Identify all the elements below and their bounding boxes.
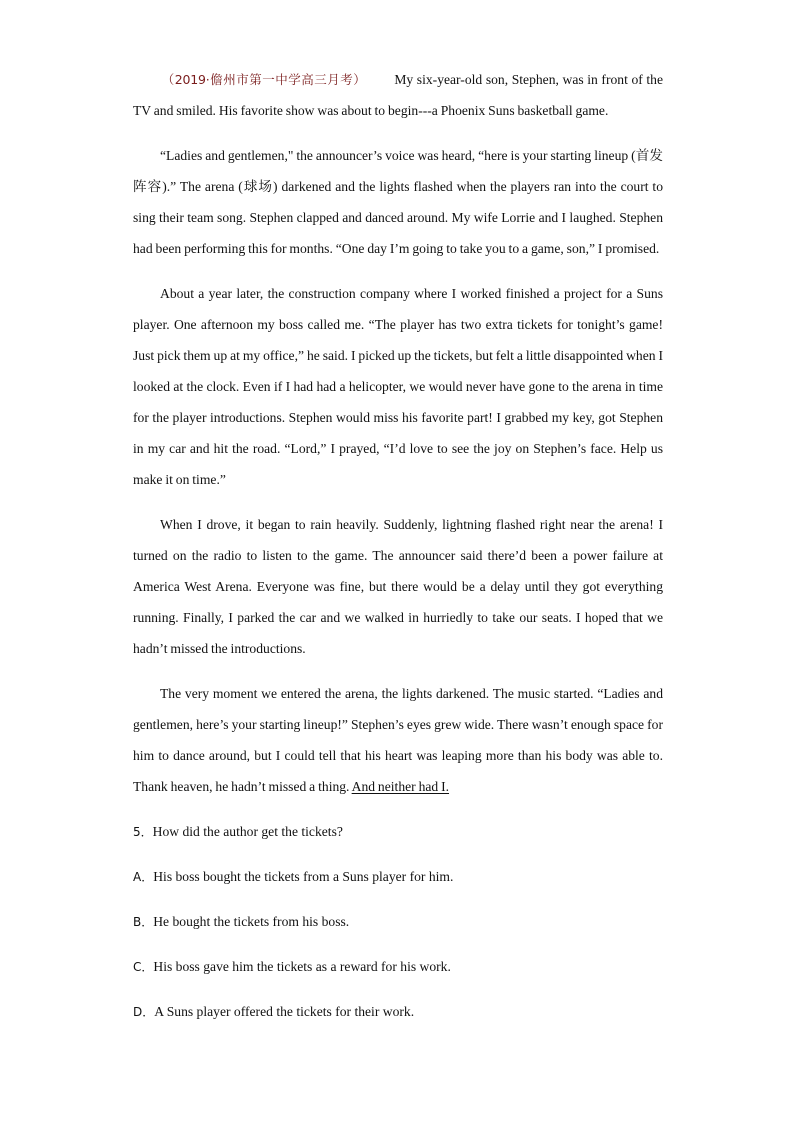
paragraph-5-text: The very moment we entered the arena, the lights darkened. The music started. “Ladies and gentlemen, here’s your starting lineup!” Stephen’s eyes grew wide. There wasn’t enough space for him to dance around, but I could tell that his heart was leaping more than his body was able to. Thank heaven, he hadn’t missed a thing. <box>133 686 663 794</box>
option-letter: D． <box>133 1005 155 1019</box>
option-c <box>133 957 663 977</box>
source-tag: （2019·儋州市第一中学高三月考） <box>161 72 367 87</box>
passage-paragraph-5 <box>133 678 663 802</box>
option-text: His boss gave him the tickets as a reward for his work. <box>153 959 451 974</box>
option-text: His boss bought the tickets from a Suns player for him. <box>153 869 454 884</box>
option-text: A Suns player offered the tickets for their work. <box>154 1004 415 1019</box>
passage-paragraph-2: “Ladies and gentlemen," the announcer’s voice was heard, “here is your starting lineup (首发阵容).” The arena (球场) darkened and the lights flashed when the players ran into the court to sing their team song. Stephen clapped and danced around. My wife Lorrie and I laughed. Stephen had been performing this for months. “One day I’m going to take you to a game, son,” I promised. <box>133 148 663 256</box>
paragraph-1-text: My six-year-old son, Stephen, was in front of the TV and smiled. His favorite show was about to begin---a Phoenix Suns basketball game. <box>133 72 663 118</box>
question-stem <box>133 822 663 842</box>
question-text: How did the author get the tickets? <box>152 824 343 839</box>
underlined-sentence: And neither had I. <box>351 779 450 794</box>
passage-content <box>133 64 663 1022</box>
option-b <box>133 912 663 932</box>
option-letter: C． <box>133 960 154 974</box>
option-d <box>133 1002 663 1022</box>
passage-paragraph-3: About a year later, the construction company where I worked finished a project for a Suns player. One afternoon my boss called me. “The player has two extra tickets for tonight’s game! Just pick them up at my office,” he said. I picked up the tickets, but felt a little disappointed when I looked at the clock. Even if I had had a helicopter, we would never have gone to the arena in time for the player introductions. Stephen would miss his favorite part! I grabbed my key, got Stephen in my car and hit the road. “Lord,” I prayed, “I’d love to see the joy on Stephen’s face. Help us make it on time.” <box>133 286 663 487</box>
option-a <box>133 867 663 887</box>
option-letter: B． <box>133 915 154 929</box>
passage-paragraph-4: When I drove, it began to rain heavily. Suddenly, lightning flashed right near the arena! I turned on the radio to listen to the game. The announcer said there’d been a power failure at America West Arena. Everyone was fine, but there would be a delay until they got everything running. Finally, I parked the car and we walked in hurriedly to take our seats. I hoped that we hadn’t missed the introductions. <box>133 517 663 656</box>
passage-paragraph-1 <box>133 64 663 126</box>
question-number: 5． <box>133 825 153 839</box>
option-letter: A． <box>133 870 154 884</box>
option-text: He bought the tickets from his boss. <box>153 914 350 929</box>
